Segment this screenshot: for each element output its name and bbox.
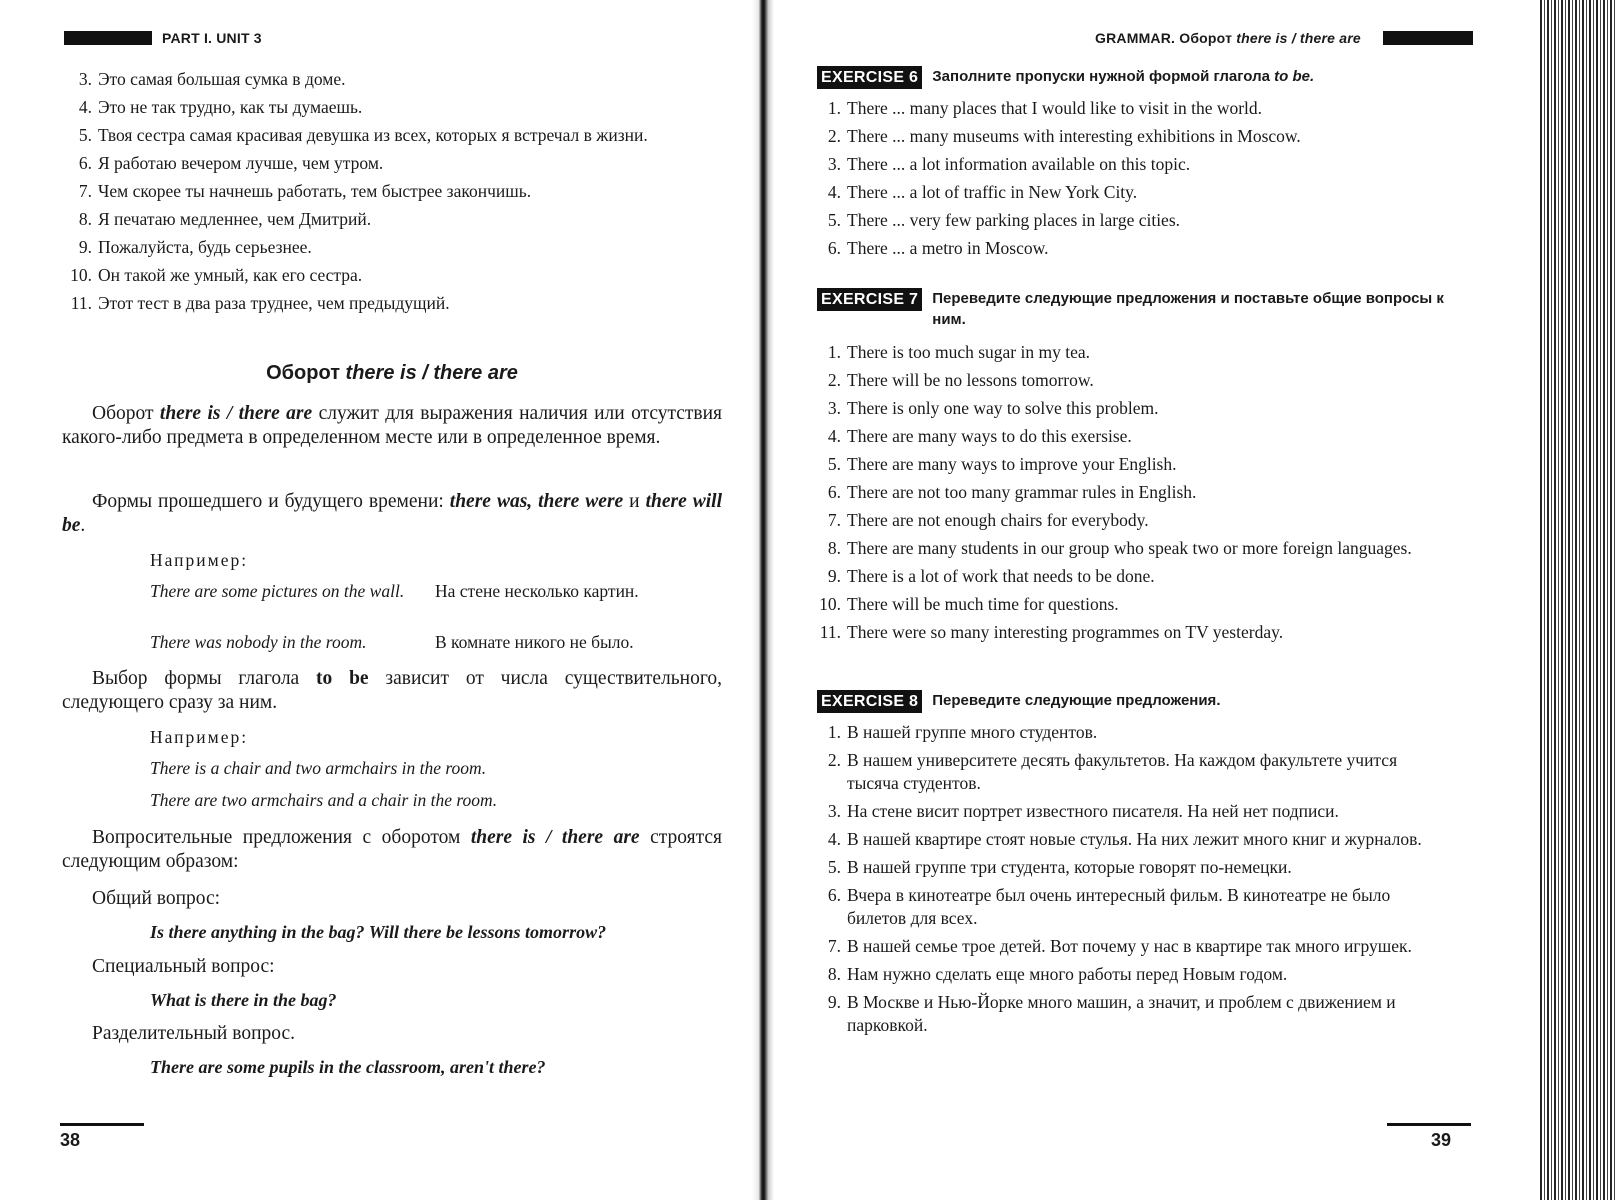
item-text: There is too much sugar in my tea. xyxy=(847,342,1090,362)
exercise-7-list xyxy=(811,341,1436,649)
item-text: Он такой же умный, как его сестра. xyxy=(98,265,363,285)
exercise-8-item xyxy=(811,856,1436,879)
item-text: В нашей квартире стоят новые стулья. На них лежит много книг и журналов. xyxy=(847,829,1422,849)
example-row-1 xyxy=(150,580,710,602)
item-text: В нашей группе три студента, которые говорят по-немецки. xyxy=(847,857,1292,877)
item-text: Чем скорее ты начнешь работать, тем быстрее закончишь. xyxy=(98,181,532,201)
item-number: 5. xyxy=(827,454,841,474)
item-text: Пожалуйста, будь серьезнее. xyxy=(98,237,312,257)
item-text: Нам нужно сделать еще много работы перед Новым годом. xyxy=(847,964,1288,984)
exercise-6-instruction-a: Заполните пропуски нужной формой глагола xyxy=(932,68,1270,85)
item-number: 1. xyxy=(827,722,841,742)
p4-part-c: строятся следующим образом: xyxy=(62,827,723,872)
sentence-item xyxy=(62,292,722,315)
item-text: There ... a lot of traffic in New York City. xyxy=(847,182,1138,202)
exercise-7-item xyxy=(811,341,1436,364)
item-number: 1. xyxy=(827,98,841,118)
item-number: 5. xyxy=(78,125,92,145)
item-number: 5. xyxy=(827,210,841,230)
general-question-example: Is there anything in the bag? Will there be lessons tomorrow? xyxy=(150,922,607,942)
exercise-7-badge: EXERCISE 7 xyxy=(817,288,922,311)
item-number: 4. xyxy=(827,829,841,849)
item-number: 4. xyxy=(78,97,92,117)
item-number: 6. xyxy=(827,482,841,502)
exercise-8-item xyxy=(811,963,1436,986)
section-title-prefix: Оборот xyxy=(266,362,340,384)
tag-question-example: There are some pupils in the classroom, aren't there? xyxy=(150,1057,546,1077)
item-text: There are many students in our group who speak two or more foreign languages. xyxy=(847,538,1412,558)
exercise-7-item xyxy=(811,453,1436,476)
p2-part-e: . xyxy=(80,515,86,536)
item-text: Это самая большая сумка в доме. xyxy=(98,69,346,89)
item-text: Вчера в кинотеатре был очень интересный фильм. В кинотеатре не было билетов для всех. xyxy=(847,885,1391,928)
sentence-item xyxy=(62,96,722,119)
scan-edge-artifact xyxy=(1540,0,1615,1200)
special-question-label: Специальный вопрос: xyxy=(92,956,275,977)
item-number: 4. xyxy=(827,182,841,202)
example-row-2 xyxy=(150,631,710,653)
p2-part-c: и xyxy=(629,491,640,512)
item-number: 6. xyxy=(827,238,841,258)
example-label-2: Например: xyxy=(150,727,249,747)
paragraph-forms xyxy=(62,490,722,538)
exercise-7-item xyxy=(811,425,1436,448)
exercise-7-instruction: Переведите следующие предложения и поставьте общие вопросы к ним. xyxy=(932,290,1444,328)
tag-question-label: Разделительный вопрос. xyxy=(92,1023,296,1044)
item-text: There are many ways to do this exersise. xyxy=(847,426,1132,446)
item-number: 6. xyxy=(78,153,92,173)
item-number: 9. xyxy=(827,566,841,586)
example-2-ru: В комнате никого не было. xyxy=(435,632,634,652)
exercise-8-item xyxy=(811,800,1436,823)
item-text: There are not enough chairs for everybody. xyxy=(847,510,1149,530)
sentence-item xyxy=(62,68,722,91)
page-number-right: 39 xyxy=(1431,1130,1452,1150)
item-text: There ... very few parking places in large cities. xyxy=(847,210,1181,230)
exercise-6-item xyxy=(811,153,1436,176)
item-number: 3. xyxy=(827,801,841,821)
exercise-8-item xyxy=(811,935,1436,958)
item-number: 8. xyxy=(827,538,841,558)
header-bar-decoration xyxy=(64,31,152,45)
exercise-7-item xyxy=(811,537,1436,560)
item-number: 7. xyxy=(78,181,92,201)
item-number: 11. xyxy=(70,293,92,313)
item-text: There ... a lot information available on this topic. xyxy=(847,154,1191,174)
item-number: 10. xyxy=(819,594,841,614)
exercise-7-item xyxy=(811,593,1436,616)
item-number: 11. xyxy=(819,622,841,642)
section-title xyxy=(62,362,722,385)
item-number: 2. xyxy=(827,126,841,146)
exercise-6-instruction-b: to be. xyxy=(1274,68,1315,85)
item-text: There are not too many grammar rules in English. xyxy=(847,482,1197,502)
p3-part-b: to be xyxy=(316,668,369,689)
sentence-item xyxy=(62,124,722,147)
p1-part-b: there is / there are xyxy=(159,403,313,424)
special-question-example: What is there in the bag? xyxy=(150,990,337,1010)
item-text: Это не так трудно, как ты думаешь. xyxy=(98,97,363,117)
exercise-7-item xyxy=(811,509,1436,532)
item-text: There are many ways to improve your English. xyxy=(847,454,1177,474)
general-question-label: Общий вопрос: xyxy=(92,888,221,909)
p3-part-a: Выбор формы глагола xyxy=(92,668,300,689)
p2-part-b: there was, there were xyxy=(449,491,624,512)
left-sentence-list xyxy=(62,68,722,320)
folio-rule-left xyxy=(60,1123,144,1126)
exercise-8-instruction: Переведите следующие предложения. xyxy=(932,692,1221,709)
exercise-8-item xyxy=(811,749,1436,795)
exercise-6-heading xyxy=(817,66,1462,89)
p1-part-a: Оборот xyxy=(92,403,154,424)
item-text: There were so many interesting programmes on TV yesterday. xyxy=(847,622,1284,642)
item-number: 3. xyxy=(78,69,92,89)
exercise-6-item xyxy=(811,125,1436,148)
p1-part-c: служит для выражения наличия или отсутствия какого-либо предмета в определенном месте или в определенное время. xyxy=(62,403,723,448)
exercise-7-item xyxy=(811,621,1436,644)
item-number: 8. xyxy=(827,964,841,984)
item-number: 5. xyxy=(827,857,841,877)
p3-part-c: зависит от числа существительного, следующего сразу за ним. xyxy=(62,668,722,713)
left-running-head-text: PART I. UNIT 3 xyxy=(162,30,262,46)
example-1-ru: На стене несколько картин. xyxy=(435,581,639,601)
exercise-8-item xyxy=(811,828,1436,851)
item-text: There will be no lessons tomorrow. xyxy=(847,370,1094,390)
exercise-6-item xyxy=(811,209,1436,232)
item-number: 3. xyxy=(827,398,841,418)
item-number: 9. xyxy=(827,992,841,1012)
exercise-7-heading xyxy=(817,288,1462,330)
item-number: 2. xyxy=(827,370,841,390)
left-running-head xyxy=(64,30,262,46)
item-number: 8. xyxy=(78,209,92,229)
item-number: 9. xyxy=(78,237,92,257)
exercise-7-item xyxy=(811,369,1436,392)
item-text: Этот тест в два раза труднее, чем предыдущий. xyxy=(98,293,450,313)
exercise-6-item xyxy=(811,181,1436,204)
example-1-en: There are some pictures on the wall. xyxy=(150,581,405,601)
item-number: 7. xyxy=(827,936,841,956)
p2-part-d: there will be xyxy=(62,491,722,536)
example-line-1: There is a chair and two armchairs in the room. xyxy=(150,758,487,778)
sentence-item xyxy=(62,180,722,203)
example-line-2: There are two armchairs and a chair in the room. xyxy=(150,790,498,810)
sentence-item xyxy=(62,152,722,175)
item-text: Я печатаю медленнее, чем Дмитрий. xyxy=(98,209,372,229)
exercise-8-item xyxy=(811,991,1436,1037)
exercise-8-item xyxy=(811,721,1436,744)
exercise-8-heading xyxy=(817,690,1462,713)
left-page xyxy=(0,0,760,1200)
item-number: 1. xyxy=(827,342,841,362)
item-text: There ... many museums with interesting exhibitions in Moscow. xyxy=(847,126,1301,146)
header-bar-decoration xyxy=(1383,31,1473,45)
exercise-6-item xyxy=(811,97,1436,120)
page-number-left: 38 xyxy=(60,1130,81,1150)
right-head-part-b: there is / there are xyxy=(1236,30,1361,46)
exercise-6-badge: EXERCISE 6 xyxy=(817,66,922,89)
exercise-6-instruction xyxy=(932,66,1462,87)
section-title-italic: there is / there are xyxy=(345,362,518,384)
item-number: 2. xyxy=(827,750,841,770)
folio-rule-right xyxy=(1387,1123,1471,1126)
item-text: В нашем университете десять факультетов. На каждом факультете учится тысяча студентов. xyxy=(847,750,1398,793)
exercise-6-list xyxy=(811,97,1436,265)
book-gutter xyxy=(752,0,774,1200)
sentence-item xyxy=(62,236,722,259)
example-2-en: There was nobody in the room. xyxy=(150,632,367,652)
exercise-7-item xyxy=(811,565,1436,588)
sentence-item xyxy=(62,208,722,231)
right-running-head xyxy=(1095,30,1473,46)
item-text: There is a lot of work that needs to be done. xyxy=(847,566,1155,586)
item-text: There ... a metro in Moscow. xyxy=(847,238,1049,258)
exercise-8-badge: EXERCISE 8 xyxy=(817,690,922,713)
exercise-6-item xyxy=(811,237,1436,260)
right-head-part-a: GRAMMAR. Оборот xyxy=(1095,30,1233,46)
p2-part-a: Формы прошедшего и будущего времени: xyxy=(92,491,444,512)
item-number: 10. xyxy=(70,265,92,285)
p4-part-b: there is / there are xyxy=(470,827,640,848)
paragraph-questions xyxy=(62,826,722,874)
item-number: 7. xyxy=(827,510,841,530)
item-text: There is only one way to solve this problem. xyxy=(847,398,1159,418)
item-text: На стене висит портрет известного писателя. На ней нет подписи. xyxy=(847,801,1339,821)
exercise-8-item xyxy=(811,884,1436,930)
item-text: В Москве и Нью-Йорке много машин, а значит, и проблем с движением и парковкой. xyxy=(847,992,1396,1035)
item-text: Я работаю вечером лучше, чем утром. xyxy=(98,153,384,173)
item-number: 6. xyxy=(827,885,841,905)
item-text: В нашей семье трое детей. Вот почему у нас в квартире так много игрушек. xyxy=(847,936,1412,956)
item-number: 3. xyxy=(827,154,841,174)
item-text: Твоя сестра самая красивая девушка из всех, которых я встречал в жизни. xyxy=(98,125,648,145)
right-running-head-text xyxy=(1095,30,1361,46)
exercise-7-item xyxy=(811,481,1436,504)
sentence-item xyxy=(62,264,722,287)
example-label: Например: xyxy=(150,550,249,570)
exercise-7-item xyxy=(811,397,1436,420)
paragraph-definition xyxy=(62,402,722,450)
exercise-8-list xyxy=(811,721,1436,1042)
item-text: There ... many places that I would like to visit in the world. xyxy=(847,98,1263,118)
paragraph-choice xyxy=(62,667,722,715)
item-text: В нашей группе много студентов. xyxy=(847,722,1098,742)
p4-part-a: Вопросительные предложения с оборотом xyxy=(92,827,461,848)
right-page xyxy=(775,0,1495,1200)
item-text: There will be much time for questions. xyxy=(847,594,1119,614)
item-number: 4. xyxy=(827,426,841,446)
